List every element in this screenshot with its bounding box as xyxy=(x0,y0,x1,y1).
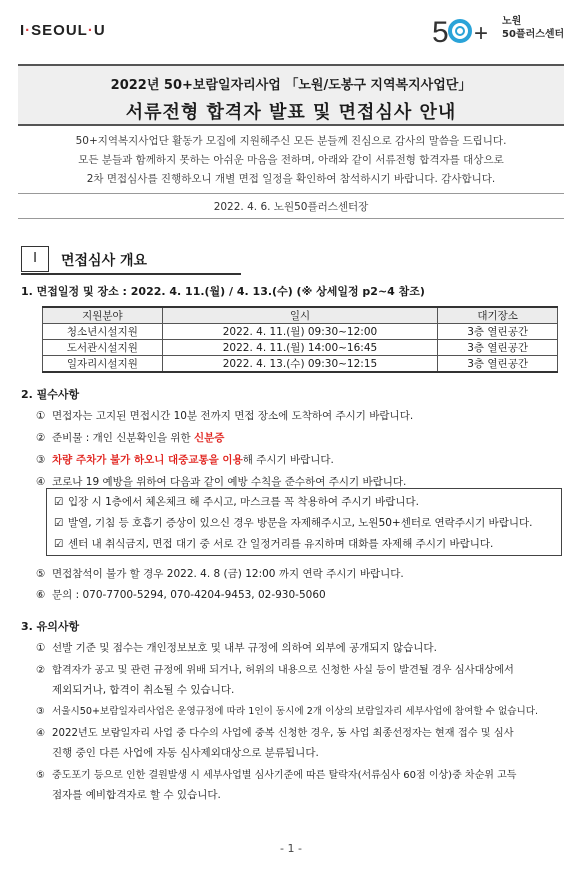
checkbox-icon: ☑ xyxy=(54,538,64,550)
highlight-text: 신분증 xyxy=(193,432,225,444)
intro-line: 2차 면접심사를 진행하오니 개별 면접 일정을 확인하여 참석하시기 바랍니다. 감사합니다. xyxy=(86,173,496,185)
nowon-50plus-logo xyxy=(432,12,572,48)
table-row xyxy=(43,324,558,340)
list-item: ② 합격자가 공고 및 관련 규정에 위배 되거나, 허위의 내용으로 신청한 사실 등이 발견될 경우 심사대상에서 xyxy=(36,665,514,676)
list-item: ⑤ 중도포기 등으로 인한 결원발생 시 세부사업별 심사기준에 따른 탈락자(서류심사 60점 이상)중 차순위 고득 xyxy=(36,770,517,781)
column-header: 지원분야 xyxy=(43,307,163,324)
intro-line: 모든 분들과 함께하지 못하는 아쉬운 마음을 전하며, 아래와 같이 서류전형 합격자를 대상으로 xyxy=(78,154,504,166)
list-item: ③ 서울시50+보람일자리사업은 운영규정에 따라 1인이 동시에 2개 이상의 보람일자리 세부사업에 참여할 수 없습니다. xyxy=(36,706,539,717)
list-item-continued: 점자를 예비합격자로 할 수 있습니다. xyxy=(52,789,221,801)
check-item: ☑ 센터 내 취식금지, 면접 대기 중 서로 간 일정거리를 유지하며 대화를 자제해 주시기 바랍니다. xyxy=(54,538,494,550)
column-header: 일시 xyxy=(162,307,438,324)
check-item: ☑ 발열, 기침 등 호흡기 증상이 있으신 경우 방문을 자제해주시고, 노원50+센터로 연락주시기 바랍니다. xyxy=(54,517,533,529)
seoul-logo: I·SEOUL·U xyxy=(20,22,106,39)
table-cell: 2022. 4. 11.(월) 14:00~16:45 xyxy=(162,340,438,356)
highlight-text: 차량 주차가 불가 하오니 대중교통을 이용 xyxy=(52,454,243,466)
divider xyxy=(18,218,564,219)
section-number: Ⅰ xyxy=(21,246,49,272)
section-underline xyxy=(21,273,241,275)
column-header: 대기장소 xyxy=(438,307,558,324)
covid-rules-box xyxy=(46,488,562,556)
table-cell: 2022. 4. 11.(월) 09:30~12:00 xyxy=(162,324,438,340)
table-cell: 도서관시설지원 xyxy=(43,340,163,356)
list-item: ② 준비물 : 개인 신분확인을 위한 신분증 xyxy=(36,432,225,444)
checkbox-icon: ☑ xyxy=(54,517,64,529)
date-signature: 2022. 4. 6. 노원50플러스센터장 xyxy=(213,201,369,213)
list-item: ③ 차량 주차가 불가 하오니 대중교통을 이용해 주시기 바랍니다. xyxy=(36,454,334,466)
subheading-notes: 3. 유의사항 xyxy=(21,620,80,633)
schedule-table xyxy=(42,306,558,373)
checkbox-icon: ☑ xyxy=(54,496,64,508)
list-item: ⑥ 문의 : 070-7700-5294, 070-4204-9453, 02-930-5060 xyxy=(36,589,326,601)
list-item-continued: 제외되거나, 합격이 취소될 수 있습니다. xyxy=(52,684,235,696)
table-cell: 3층 열린공간 xyxy=(438,340,558,356)
document-title: 서류전형 합격자 발표 및 면접심사 안내 xyxy=(125,102,457,123)
fifty-plus-mark-icon xyxy=(432,12,498,48)
subheading-schedule: 1. 면접일정 및 장소 : 2022. 4. 11.(월) / 4. 13.(수) (※ 상세일정 p2~4 참조) xyxy=(21,285,425,298)
intro-text xyxy=(18,132,564,189)
svg-text:5: 5 xyxy=(432,16,449,48)
table-row xyxy=(43,356,558,373)
list-item: ④ 코로나 19 예방을 위하여 다음과 같이 예방 수칙을 준수하여 주시기 바랍니다. xyxy=(36,476,407,488)
list-item: ① 선발 기준 및 점수는 개인정보보호 및 내부 규정에 의하여 외부에 공개되지 않습니다. xyxy=(36,642,437,654)
page-header xyxy=(0,0,582,60)
list-item-continued: 진행 중인 다른 사업에 자동 심사제외대상으로 분류됩니다. xyxy=(52,747,319,759)
check-item: ☑ 입장 시 1층에서 체온체크 해 주시고, 마스크를 꼭 착용하여 주시기 바랍니다. xyxy=(54,496,420,508)
list-item: ⑤ 면접참석이 불가 할 경우 2022. 4. 8 (금) 12:00 까지 연락 주시기 바랍니다. xyxy=(36,568,404,580)
table-header-row xyxy=(43,307,558,324)
svg-text:+: + xyxy=(474,20,489,47)
table-cell: 청소년시설지원 xyxy=(43,324,163,340)
section-heading xyxy=(21,246,241,272)
table-row xyxy=(43,340,558,356)
intro-line: 50+지역복지사업단 활동가 모집에 지원해주신 모든 분들께 진심으로 감사의 말씀을 드립니다. xyxy=(75,135,507,147)
list-item: ④ 2022년도 보람일자리 사업 중 다수의 사업에 중복 신청한 경우, 동 사업 최종선정자는 현재 접수 및 심사 xyxy=(36,728,514,739)
list-item: ① 면접자는 고지된 면접시간 10분 전까지 면접 장소에 도착하여 주시기 바랍니다. xyxy=(36,410,414,422)
document-subtitle: 2022년 50+보람일자리사업 「노원/도봉구 지역복지사업단」 xyxy=(110,78,472,93)
table-cell: 2022. 4. 13.(수) 09:30~12:15 xyxy=(162,356,438,373)
title-box xyxy=(18,64,564,126)
table-cell: 3층 열린공간 xyxy=(438,324,558,340)
table-cell: 일자리시설지원 xyxy=(43,356,163,373)
subheading-required: 2. 필수사항 xyxy=(21,388,80,401)
section-title: 면접심사 개요 xyxy=(61,253,148,269)
divider xyxy=(18,193,564,194)
center-name: 노원 50플러스센터 xyxy=(502,16,565,40)
table-cell: 3층 열린공간 xyxy=(438,356,558,373)
page-number: - 1 - xyxy=(280,842,302,855)
